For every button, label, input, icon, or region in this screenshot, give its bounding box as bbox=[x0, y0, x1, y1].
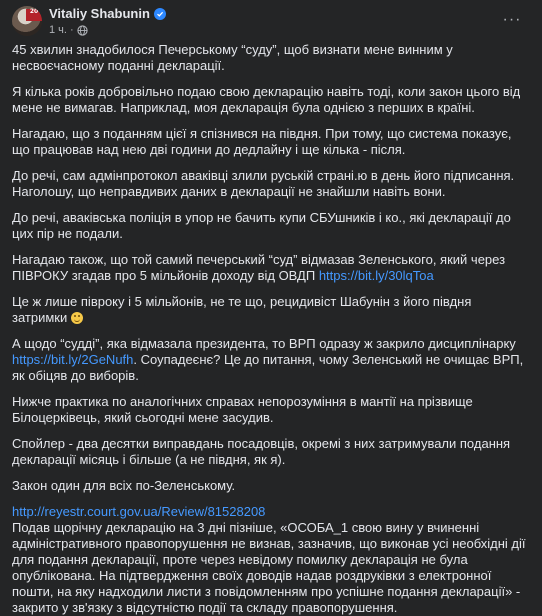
post-paragraph-8 bbox=[12, 336, 530, 384]
paragraph-6-text: Нагадаю також, що той самий печерський “суд” відмазав Зеленського, який через ПІВРОКУ згадав про 5 мільйонів доходу від ОВДП bbox=[12, 252, 506, 283]
court-case-paragraph bbox=[12, 504, 530, 616]
post-paragraph-3: Нагадаю, що з поданням цієї я спізнився на півдня. При тому, що система показує, що працював над нею дві години до дедлайну і ще кілька - після. bbox=[12, 126, 512, 157]
ovdp-link[interactable]: https://bit.ly/30lqToa bbox=[318, 268, 434, 283]
post-paragraph-9: Нижче практика по аналогічних справах непорозуміння в мантії на прізвище Білоцерківець, який сьогодні мене засудив. bbox=[12, 394, 473, 425]
dot-separator: · bbox=[69, 24, 74, 36]
court-review-link[interactable]: http://reyestr.court.gov.ua/Review/81528208 bbox=[12, 504, 266, 519]
post-paragraph-11: Закон один для всіх по-Зеленському. bbox=[12, 478, 236, 493]
avatar[interactable] bbox=[12, 6, 42, 36]
post-paragraph-6 bbox=[12, 252, 530, 284]
avatar-badge: 20 bbox=[26, 9, 42, 21]
post-header bbox=[12, 0, 530, 42]
post-paragraph-4: До речі, сам адмінпротокол аваківці злили руській страні.ю в день його підписання. Наголошу, що неправдивих даних в декларації не знайшли навіть вони. bbox=[12, 168, 515, 199]
more-options-button[interactable]: ··· bbox=[502, 11, 522, 28]
post-paragraph-10: Спойлер - два десятки виправдань посадовців, окремі з них затримували подання декларації місяць і більше (а не півдня, як я). bbox=[12, 436, 511, 467]
post-body bbox=[12, 42, 530, 616]
post-paragraph-2: Я кілька років добровільно подаю свою декларацію навіть тоді, коли закон цього від мене не вимагав. Наприклад, моя декларація була однією з перших в країні. bbox=[12, 84, 521, 115]
post-timestamp[interactable]: 1 ч. bbox=[49, 24, 67, 36]
author-name[interactable]: Vitaliy Shabunin bbox=[49, 6, 150, 21]
vrp-link[interactable]: https://bit.ly/2GeNufh bbox=[12, 352, 134, 367]
globe-icon[interactable] bbox=[77, 25, 88, 36]
paragraph-7-text: Це ж лише півроку і 5 мільйонів, не те що, рецидивіст Шабунін з його півдня затримки bbox=[12, 294, 472, 325]
paragraph-8-text-b: . Соупадеєнє? Це до питання, чому Зеленський не очищає ВРП, як обіцяв до виборів. bbox=[12, 352, 524, 383]
paragraph-8-text-a: А щодо “судді”, яка відмазала президента, то ВРП одразу ж закрило дисциплінарку bbox=[12, 336, 516, 351]
smile-emoji-icon bbox=[71, 312, 83, 324]
post-paragraph-1: 45 хвилин знадобилося Печерському “суду”, щоб визнати мене винним у несвоєчасному поданні декларації. bbox=[12, 42, 453, 73]
post-paragraph-7 bbox=[12, 294, 530, 326]
verified-badge-icon bbox=[154, 8, 166, 20]
author-row bbox=[49, 6, 166, 22]
post-meta bbox=[49, 22, 88, 38]
post-paragraph-5: До речі, аваківська поліція в упор не бачить купи СБУшників і ко., які декларації до цих пір не подали. bbox=[12, 210, 511, 241]
court-case-quote: Подав щорічну декларацію на 3 дні пізніше, «ОСОБА_1 свою вину у вчиненні адміністративного правопорушення не визнав, зазначив, що виконав усі необхідні дії для подання декларації, проте через невідому помилку декларація не була опублікована. На підтвердження своїх доводів надав роздруківки з електронної пошти, на яку надходили листи з повідомленням про успішне подання декларації» - закрито у зв'язку з відсутністю події та складу правопорушення. bbox=[12, 520, 526, 615]
